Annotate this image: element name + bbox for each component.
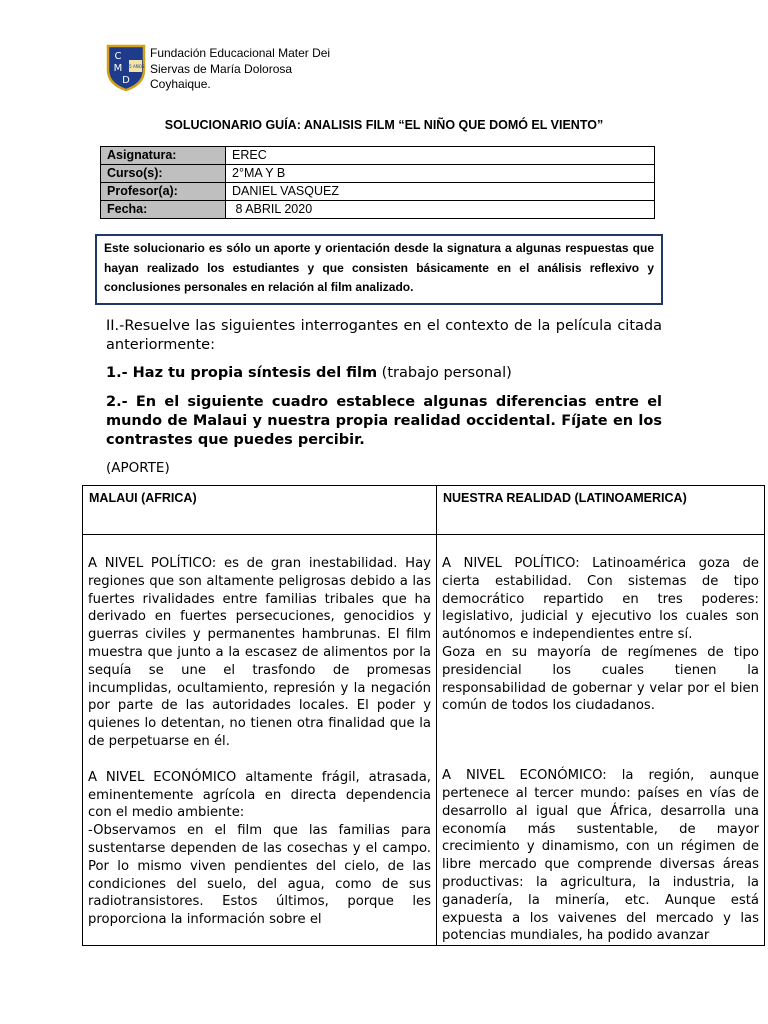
table-row xyxy=(101,183,655,201)
question-1 xyxy=(106,364,662,383)
document-title: SOLUCIONARIO GUÍA: ANALISIS FILM “EL NIÑO QUE DOMÓ EL VIENTO” xyxy=(164,118,604,132)
crest-letter-d: D xyxy=(122,75,130,86)
paragraph: Goza en su mayoría de regímenes de tipo presidencial los cuales tienen la responsabilidad de gobernar y velar por el bien común de todos los ciudadanos. xyxy=(442,644,759,714)
table-row xyxy=(101,165,655,183)
disclaimer-note: Este solucionario es sólo un aporte y orientación desde la signatura a algunas respuestas que hayan realizado los estudiantes y que consisten básicamente en el análisis reflexivo y conclusiones personales en relación al film analizado. xyxy=(95,234,663,305)
info-label: Asignatura: xyxy=(101,147,226,165)
institution-line: Siervas de María Dolorosa xyxy=(150,61,293,76)
crest-letter-m: M xyxy=(113,63,123,74)
latinoamerica-cell xyxy=(437,535,765,946)
malaui-cell xyxy=(83,535,437,946)
table-row xyxy=(101,201,655,219)
paragraph: A NIVEL POLÍTICO: es de gran inestabilidad. Hay regiones que son altamente peligrosas debido a las fuertes rivalidades entre familias tribales que ha derivado en fuertes persecuciones, genocidios y guerras civiles y permanentes hambrunas. El film muestra que junto a la escasez de alimentos por la sequía se une el trasfondo de promesas incumplidas, ocultamiento, represión y la negación por parte de las autoridades locales. El poder y quienes lo detentan, no tienen otra finalidad que la de perpetuarse en él. xyxy=(88,556,431,749)
question-1-text: 1.- Haz tu propia síntesis del film xyxy=(106,365,378,381)
school-crest-icon xyxy=(106,44,146,92)
crest-badge: 25 AÑOS xyxy=(126,64,145,69)
comparison-table xyxy=(82,485,765,946)
paragraph: A NIVEL ECONÓMICO altamente frágil, atrasada, eminentemente agrícola en directa dependencia con el medio ambiente: xyxy=(88,769,431,821)
info-value: 8 ABRIL 2020 xyxy=(226,201,655,219)
course-info-table xyxy=(100,146,655,219)
institution-line: Fundación Educacional Mater Dei xyxy=(150,46,331,60)
info-label: Profesor(a): xyxy=(101,183,226,201)
info-label: Curso(s): xyxy=(101,165,226,183)
paragraph: -Observamos en el film que las familias para sustentarse dependen de las cosechas y el campo. Por lo mismo viven pendientes del cielo, de las condiciones del suelo, del agua, como de sus radiotransistores. Estos últimos, porque les proporciona la información sobre el xyxy=(88,823,431,928)
paragraph: A NIVEL ECONÓMICO: la región, aunque pertenece al tercer mundo: países en vías de desarrollo al igual que África, desarrolla una economía más sustentable, de mayor crecimiento y dinamismo, con un régimen de libre mercado que comprende diversas áreas productivas: la agricultura, la industria, la ganadería, la minería, etc. Aunque está expuesta a los vaivenes del mercado y las potencias mundiales, ha podido avanzar xyxy=(442,768,759,944)
table-row xyxy=(83,486,765,535)
column-header-malaui: MALAUI (AFRICA) xyxy=(83,486,437,535)
institution-line: Coyhaique. xyxy=(150,77,211,91)
table-row xyxy=(101,147,655,165)
question-1-note: (trabajo personal) xyxy=(377,365,512,381)
info-value: DANIEL VASQUEZ xyxy=(226,183,655,201)
question-2: 2.- En el siguiente cuadro establece algunas diferencias entre el mundo de Malaui y nuestra propia realidad occidental. Fíjate en los contrastes que puedes percibir. xyxy=(106,394,662,448)
aporte-label: (APORTE) xyxy=(106,460,170,476)
info-value: 2°MA Y B xyxy=(226,165,655,183)
table-row xyxy=(83,535,765,946)
paragraph: A NIVEL POLÍTICO: Latinoamérica goza de cierta estabilidad. Con sistemas de tipo democrático repartido en tres poderes: legislativo, judicial y ejecutivo los cuales son autónomos e independientes entre sí. xyxy=(442,556,759,643)
info-value: EREC xyxy=(226,147,655,165)
crest-letter-c: C xyxy=(114,51,122,62)
column-header-latinoamerica: NUESTRA REALIDAD (LATINOAMERICA) xyxy=(437,486,765,535)
institution-name xyxy=(150,46,330,93)
info-label: Fecha: xyxy=(101,201,226,219)
section-heading: II.-Resuelve las siguientes interrogantes en el contexto de la película citada anteriormente: xyxy=(106,318,662,353)
